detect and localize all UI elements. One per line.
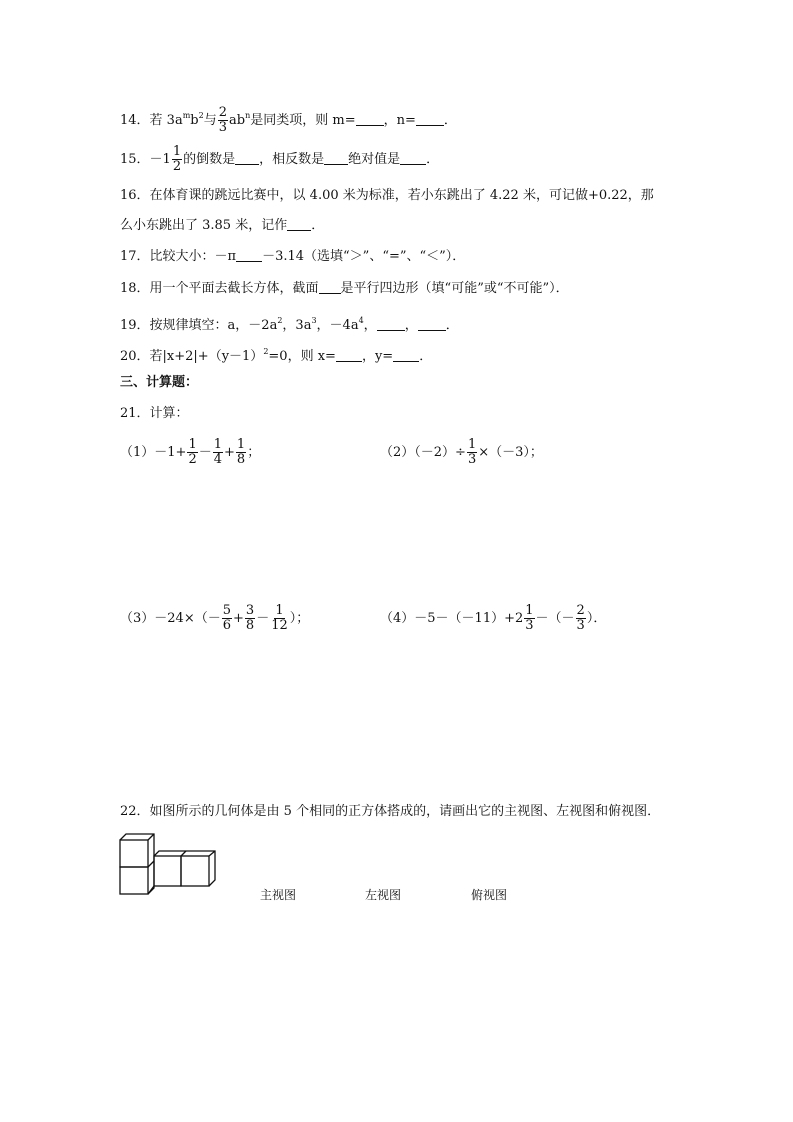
- question-21-title: 21．计算：: [120, 406, 189, 421]
- answer-blank[interactable]: [400, 152, 426, 165]
- answer-blank[interactable]: [324, 152, 348, 165]
- cube-face: [154, 856, 181, 886]
- question-21-part4: （4）－5－（－11）+2 $\frac{1}{3}$ －（－ $\frac{2}{3}$ ）．: [380, 603, 607, 633]
- cube-face: [120, 840, 148, 867]
- question-21-part3: （3）－24×（－ $\frac{5}{6}$ + $\frac{3}{8}$ － $\frac{1}{12}$ ）；: [120, 603, 310, 633]
- cube-face: [181, 856, 209, 886]
- cube-figure: [118, 832, 220, 896]
- question-17: 17．比较大小：－π －3.14（选填“＞”、“=”、“＜”）．: [120, 249, 466, 264]
- question-22: 22．如图所示的几何体是由 5 个相同的正方体搭成的，请画出它的主视图、左视图和俯视图．: [120, 804, 661, 819]
- answer-blank[interactable]: [336, 349, 362, 362]
- question-21-part2: （2）（－2）÷ $\frac{1}{3}$ ×（－3）；: [380, 437, 543, 467]
- question-21-part1: （1）－1+ $\frac{1}{2}$ － $\frac{1}{4}$ + $\frac{1}{8}$ ；: [120, 437, 261, 467]
- answer-blank[interactable]: [356, 113, 384, 126]
- top-view-label: 俯视图: [471, 888, 508, 902]
- question-14: 14．若 $3a^mb^2$与 $\frac{2}{3}$ $ab^n$是同类项，则 m= ，n= ．: [120, 105, 457, 135]
- answer-blank[interactable]: [393, 349, 419, 362]
- front-view-label: 主视图: [260, 888, 297, 902]
- question-16-line1: 16．在体育课的跳远比赛中，以 4.00 米为标准，若小东跳出了 4.22 米，可记做+0.22，那: [120, 188, 654, 203]
- answer-blank[interactable]: [418, 318, 446, 331]
- answer-blank[interactable]: [319, 281, 341, 294]
- question-20: 20．若$|x+2|+(y-1)^2=0$，则 x= ，y= ．: [120, 347, 433, 364]
- answer-blank[interactable]: [235, 152, 259, 165]
- cube-face: [120, 867, 148, 894]
- question-15: 15．－1 $\frac{1}{2}$ 的倒数是 ，相反数是 绝对值是 ．: [120, 144, 440, 174]
- answer-blank[interactable]: [287, 218, 311, 231]
- question-18: 18．用一个平面去截长方体，截面 是平行四边形（填“可能”或“不可能”）．: [120, 281, 569, 296]
- fraction: $\frac{2}{3}$: [218, 105, 228, 135]
- answer-blank[interactable]: [377, 318, 405, 331]
- question-16-line2: 么小东跳出了 3.85 米，记作 ．: [120, 218, 325, 233]
- answer-blank[interactable]: [416, 113, 444, 126]
- side-view-label: 左视图: [365, 888, 402, 902]
- answer-blank[interactable]: [236, 249, 262, 262]
- fraction: $\frac{1}{2}$: [172, 144, 182, 174]
- section-heading: 三、计算题：: [120, 375, 199, 390]
- question-19: 19．按规律填空：a，$-2a^2$，$3a^3$，$-4a^4$， ， ．: [120, 316, 459, 333]
